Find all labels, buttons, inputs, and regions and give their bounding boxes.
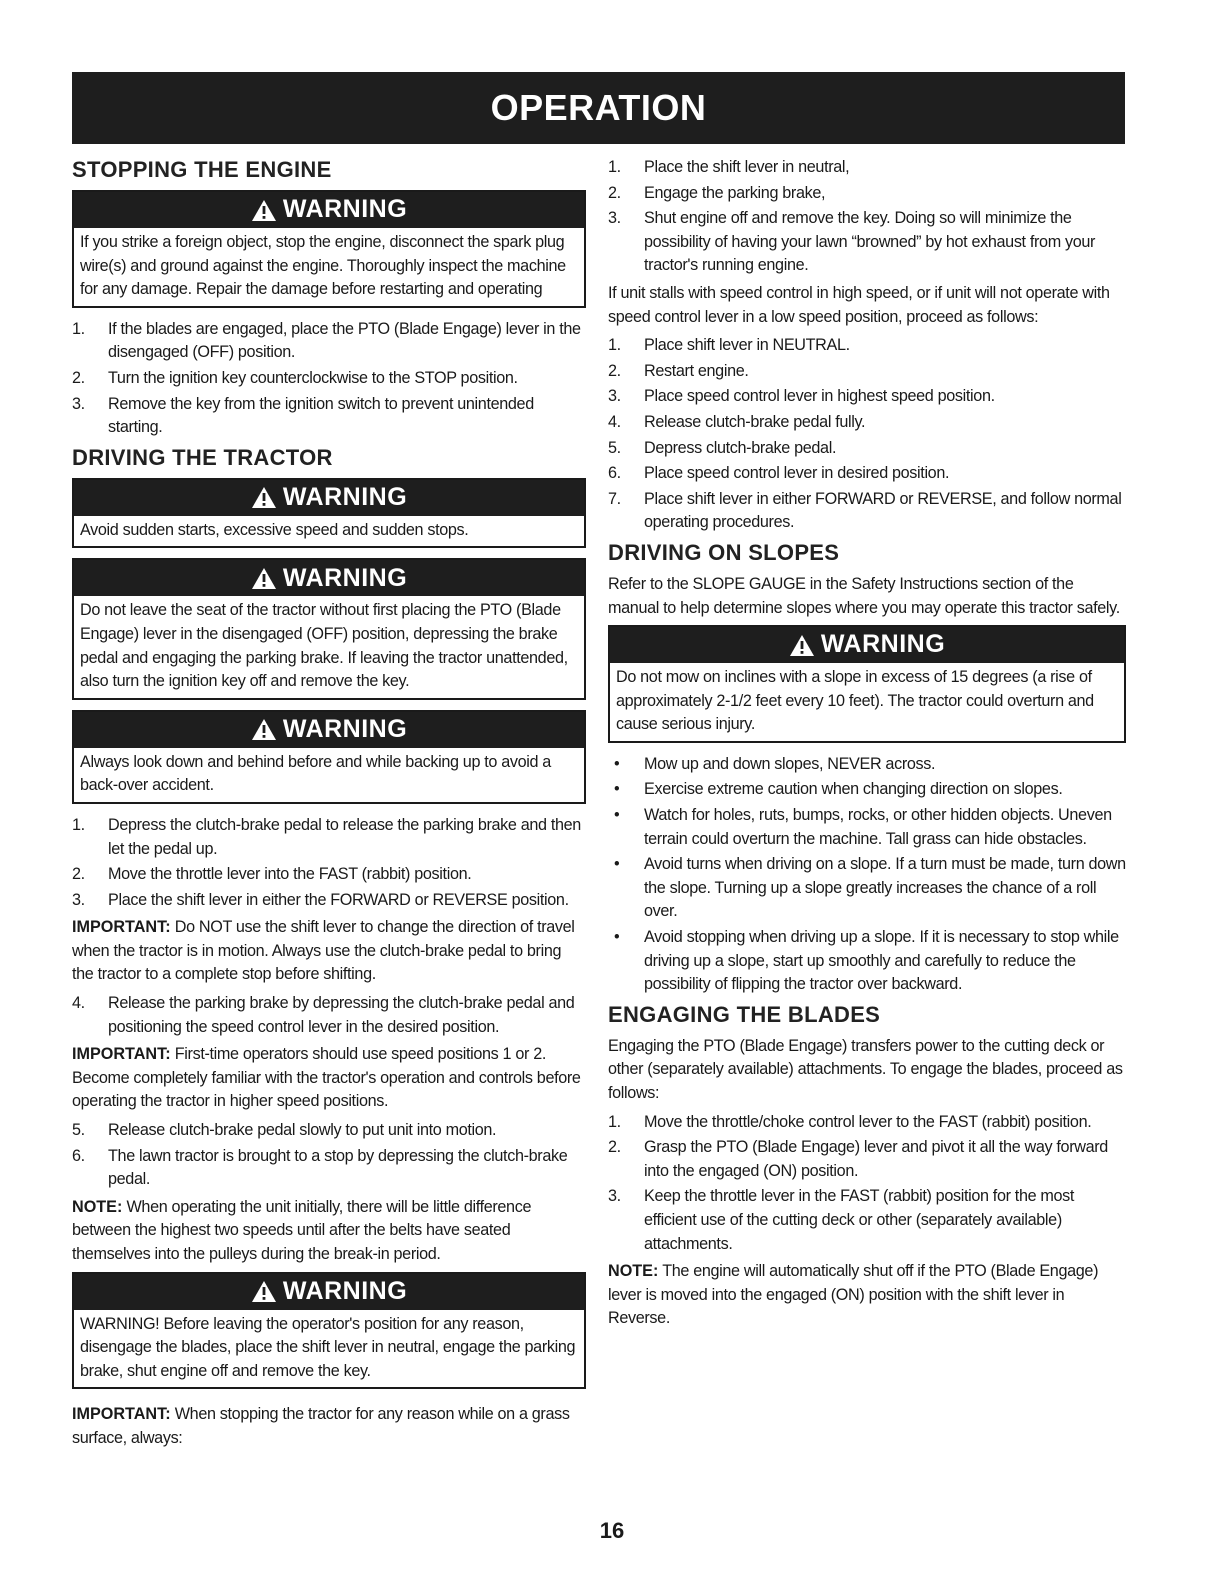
step-text: Grasp the PTO (Blade Engage) lever and pivot it all the way forward into the engaged (ON) position. — [644, 1138, 1108, 1180]
step-text: Shut engine off and remove the key. Doing so will minimize the possibility of having your lawn “browned” by hot exhaust from your tractor's running engine. — [644, 209, 1096, 275]
bullet-icon: • — [614, 855, 620, 874]
slopes-bullet-list — [608, 753, 1126, 997]
list-item — [72, 1119, 586, 1143]
warning-triangle-icon — [251, 718, 277, 741]
step-text: Restart engine. — [644, 361, 749, 380]
step-text: Depress the clutch-brake pedal to release the parking brake and then let the pedal up. — [108, 815, 581, 858]
step-number: 3. — [608, 387, 621, 406]
step-number: 1. — [608, 1112, 621, 1131]
list-item — [72, 367, 586, 391]
note-text: When operating the unit initially, there will be little difference between the highest two speeds until after the belts have seated themselves into the pulleys during the break-in period. — [72, 1197, 532, 1263]
step-text: Place shift lever in NEUTRAL. — [644, 336, 850, 355]
driving-steps-list-cont — [72, 992, 586, 1039]
stall-steps-list — [608, 334, 1126, 535]
warning-box-leaving-position — [72, 1272, 586, 1390]
slopes-intro: Refer to the SLOPE GAUGE in the Safety Instructions section of the manual to help determine slopes where you may operate this tractor safely. — [608, 574, 1120, 617]
list-item — [608, 1185, 1126, 1256]
step-number: 1. — [608, 336, 621, 355]
driving-steps-list — [72, 814, 586, 912]
list-item — [72, 863, 586, 887]
step-text: Depress clutch-brake pedal. — [644, 438, 837, 457]
important-text: When stopping the tractor for any reason while on a grass surface, always: — [72, 1405, 570, 1447]
step-number: 6. — [608, 464, 621, 483]
warning-text: Always look down and behind before and while backing up to avoid a back-over accident. — [80, 752, 551, 795]
step-text: Release the parking brake by depressing the clutch-brake pedal and positioning the speed control lever in the desired position. — [108, 994, 575, 1036]
list-item — [608, 437, 1126, 461]
list-item — [608, 411, 1126, 435]
warning-box-foreign-object — [72, 190, 586, 308]
warning-text: WARNING! Before leaving the operator's position for any reason, disengage the blades, place the shift lever in neutral, engage the parking brake, shut engine off and remove the key. — [80, 1314, 576, 1380]
stall-intro: If unit stalls with speed control in high speed, or if unit will not operate with speed control lever in a low speed position, proceed as follows: — [608, 283, 1110, 326]
list-item — [608, 182, 1126, 206]
important-text: First-time operators should use speed positions 1 or 2. Become completely familiar with the tractor's operation and controls before operating the tractor in higher speed positions. — [72, 1045, 581, 1111]
warning-box-leave-seat — [72, 558, 586, 699]
step-number: 3. — [608, 1187, 621, 1206]
page-number: 16 — [599, 1518, 625, 1543]
step-number: 6. — [72, 1146, 85, 1165]
step-number: 5. — [72, 1121, 85, 1140]
grass-steps-list — [608, 156, 1126, 278]
bullet-icon: • — [614, 806, 620, 825]
important-note-shift — [72, 916, 586, 987]
warning-header — [610, 627, 1124, 663]
list-item — [72, 992, 586, 1039]
bullet-text: Mow up and down slopes, NEVER across. — [644, 754, 936, 773]
warning-triangle-icon — [251, 199, 277, 222]
list-item — [608, 926, 1126, 997]
note-break-in — [72, 1196, 586, 1267]
list-item — [72, 814, 586, 861]
warning-header — [74, 712, 584, 748]
step-number: 2. — [608, 1138, 621, 1157]
warning-header — [74, 1274, 584, 1310]
step-number: 2. — [608, 361, 621, 380]
step-text: Place the shift lever in neutral, — [644, 158, 850, 176]
step-number: 4. — [72, 994, 85, 1013]
blades-intro: Engaging the PTO (Blade Engage) transfers power to the cutting deck or other (separately available) attachments. To engage the blades, proceed as follows: — [608, 1036, 1123, 1102]
step-text: Place speed control lever in highest speed position. — [644, 387, 995, 406]
bullet-text: Avoid turns when driving on a slope. If a turn must be made, turn down the slope. Turning up a slope greatly increases the chance of a roll over. — [644, 855, 1126, 921]
left-column — [72, 156, 586, 1456]
warning-box-inclines — [608, 625, 1126, 743]
step-number: 2. — [72, 368, 85, 387]
important-label: IMPORTANT: — [72, 1405, 171, 1424]
bullet-text: Exercise extreme caution when changing direction on slopes. — [644, 780, 1063, 799]
warning-label: WARNING — [820, 630, 946, 659]
stopping-steps-list — [72, 318, 586, 440]
step-text: Keep the throttle lever in the FAST (rabbit) position for the most efficient use of the cutting deck or other (separately available) attachments. — [644, 1187, 1075, 1253]
step-number: 7. — [608, 489, 621, 508]
bullet-icon: • — [614, 754, 620, 773]
warning-triangle-icon — [251, 486, 277, 509]
heading-engaging-blades: ENGAGING THE BLADES — [608, 1001, 881, 1027]
step-text: Release clutch-brake pedal slowly to put unit into motion. — [108, 1121, 497, 1140]
bullet-icon: • — [614, 780, 620, 799]
list-item — [72, 889, 586, 913]
step-number: 2. — [608, 183, 621, 202]
note-reverse-shutoff — [608, 1260, 1126, 1331]
warning-box-sudden-starts — [72, 478, 586, 549]
warning-triangle-icon — [251, 567, 277, 590]
warning-label: WARNING — [282, 563, 408, 592]
list-item — [72, 393, 586, 440]
step-text: Place shift lever in either FORWARD or REVERSE, and follow normal operating procedures. — [644, 489, 1122, 532]
step-text: Remove the key from the ignition switch to prevent unintended starting. — [108, 394, 534, 437]
note-text: The engine will automatically shut off if the PTO (Blade Engage) lever is moved into the engaged (ON) position with the shift lever in Reverse. — [608, 1262, 1099, 1328]
list-item — [608, 156, 1126, 180]
step-text: Turn the ignition key counterclockwise to the STOP position. — [108, 368, 518, 387]
step-number: 3. — [72, 394, 85, 413]
note-label: NOTE: — [608, 1262, 659, 1281]
list-item — [608, 753, 1126, 777]
bullet-text: Watch for holes, ruts, bumps, rocks, or other hidden objects. Uneven terrain could overturn the machine. Tall grass can hide obstacles. — [644, 806, 1112, 848]
warning-label: WARNING — [282, 714, 408, 743]
step-number: 3. — [608, 209, 621, 228]
step-text: Move the throttle/choke control lever to the FAST (rabbit) position. — [644, 1112, 1092, 1131]
right-column — [608, 156, 1126, 1336]
step-text: If the blades are engaged, place the PTO (Blade Engage) lever in the disengaged (OFF) position. — [108, 319, 581, 362]
list-item — [608, 385, 1126, 409]
driving-steps-list-end — [72, 1119, 586, 1192]
warning-text: If you strike a foreign object, stop the engine, disconnect the spark plug wire(s) and ground against the engine. Thoroughly inspect the machine for any damage. Repair the damage before restarting and operating — [80, 233, 566, 299]
blades-steps-list — [608, 1111, 1126, 1257]
list-item — [608, 804, 1126, 851]
step-text: Place speed control lever in desired position. — [644, 464, 950, 483]
heading-driving-slopes: DRIVING ON SLOPES — [608, 539, 840, 565]
list-item — [608, 488, 1126, 535]
step-number: 1. — [72, 319, 85, 338]
warning-label: WARNING — [282, 482, 408, 511]
warning-triangle-icon — [789, 634, 815, 657]
heading-stopping-engine: STOPPING THE ENGINE — [72, 157, 332, 182]
step-number: 5. — [608, 438, 621, 457]
warning-header — [74, 192, 584, 228]
step-number: 4. — [608, 412, 621, 431]
warning-triangle-icon — [251, 1280, 277, 1303]
warning-box-backing-up — [72, 710, 586, 804]
important-label: IMPORTANT: — [72, 1045, 171, 1064]
bullet-text: Avoid stopping when driving up a slope. If it is necessary to stop while driving up a slope, start up smoothly and carefully to reduce the possibility of flipping the tractor over backward. — [644, 928, 1119, 994]
warning-header — [74, 480, 584, 516]
warning-label: WARNING — [282, 195, 408, 224]
step-text: Move the throttle lever into the FAST (rabbit) position. — [108, 865, 472, 884]
list-item — [72, 1145, 586, 1192]
list-item — [608, 360, 1126, 384]
important-text: Do NOT use the shift lever to change the direction of travel when the tractor is in motion. Always use the clutch-brake pedal to bring the tractor to a complete stop before shifting. — [72, 918, 575, 984]
warning-text: Do not leave the seat of the tractor without first placing the PTO (Blade Engage) lever in the disengaged (OFF) position, depressing the brake pedal and engaging the parking brake. If leaving the tractor unattended, also turn the ignition key off and remove the key. — [80, 601, 568, 691]
list-item — [608, 778, 1126, 802]
banner-title: OPERATION — [490, 87, 707, 128]
step-text: The lawn tractor is brought to a stop by depressing the clutch-brake pedal. — [108, 1146, 568, 1189]
warning-text: Do not mow on inclines with a slope in excess of 15 degrees (a rise of approximately 2-1/2 feet every 10 feet). The tractor could overturn and cause serious injury. — [616, 668, 1094, 734]
list-item — [608, 1111, 1126, 1135]
step-text: Place the shift lever in either the FORWARD or REVERSE position. — [108, 890, 569, 909]
warning-label: WARNING — [282, 1276, 408, 1305]
list-item — [608, 1136, 1126, 1183]
important-label: IMPORTANT: — [72, 918, 171, 937]
heading-driving-tractor: DRIVING THE TRACTOR — [72, 444, 333, 470]
list-item — [608, 207, 1126, 278]
step-text: Release clutch-brake pedal fully. — [644, 412, 866, 431]
step-number: 3. — [72, 890, 85, 909]
list-item — [608, 462, 1126, 486]
section-banner — [72, 72, 1125, 144]
warning-header — [74, 560, 584, 596]
note-label: NOTE: — [72, 1197, 123, 1216]
step-text: Engage the parking brake, — [644, 183, 826, 202]
list-item — [72, 318, 586, 365]
list-item — [608, 334, 1126, 358]
warning-text: Avoid sudden starts, excessive speed and sudden stops. — [80, 520, 469, 539]
bullet-icon: • — [614, 928, 620, 947]
step-number: 1. — [608, 158, 621, 176]
important-note-grass — [72, 1403, 586, 1450]
list-item — [608, 853, 1126, 924]
important-note-first-time — [72, 1043, 586, 1114]
step-number: 2. — [72, 865, 85, 884]
step-number: 1. — [72, 815, 85, 834]
